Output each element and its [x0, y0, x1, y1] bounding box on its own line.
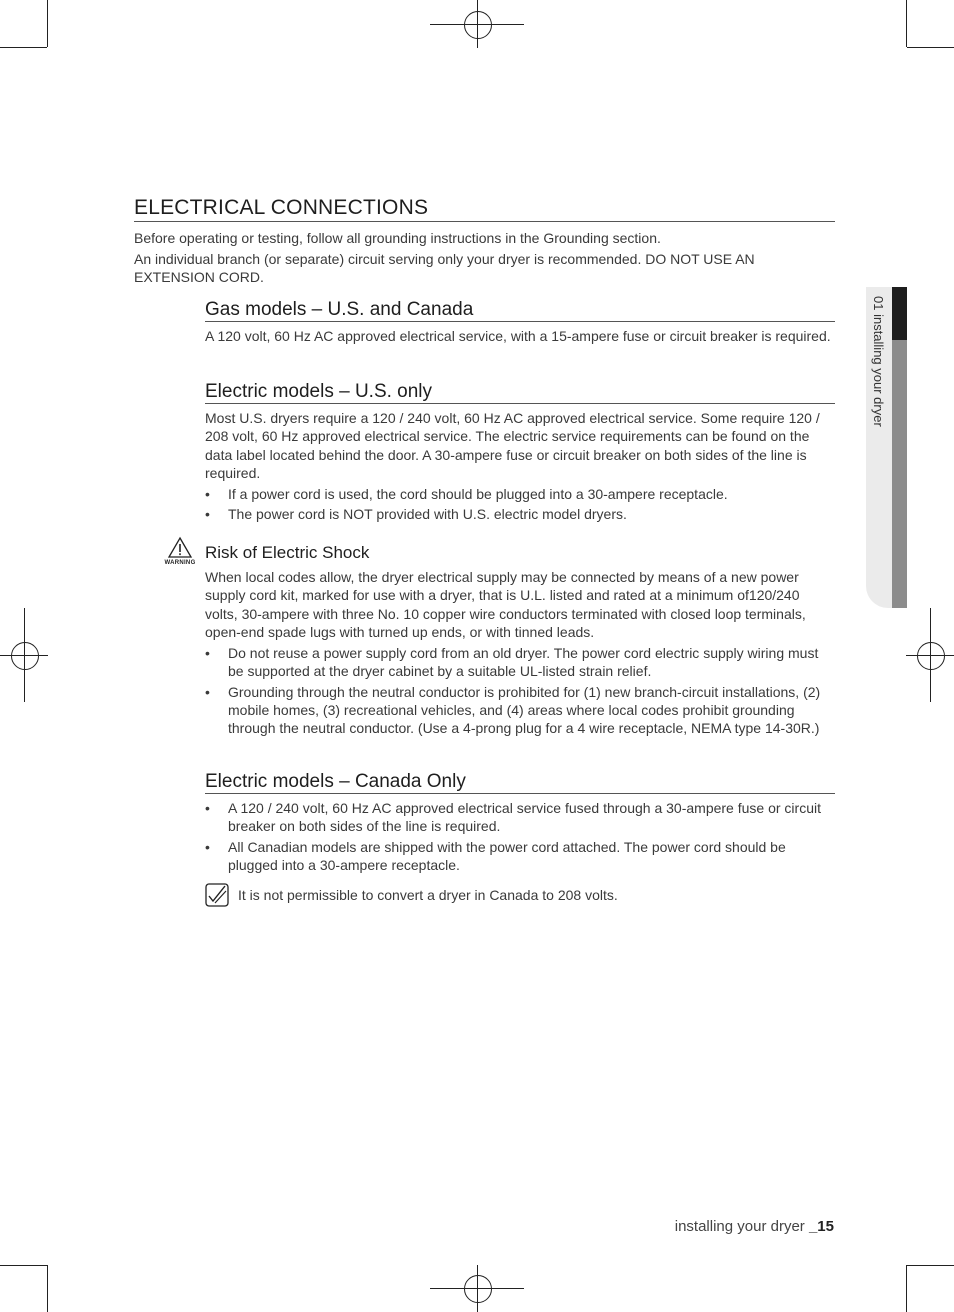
section-heading: Electric models – U.S. only — [205, 380, 835, 404]
list-item: • Do not reuse a power supply cord from an old dryer. The power cord electric supply wiring must be supported at the dryer cabinet by a suitable UL-listed strain relief. — [205, 644, 835, 681]
side-tab-label: 01 installing your dryer — [871, 296, 886, 427]
note-pencil-icon — [205, 883, 229, 907]
note-text: It is not permissible to convert a dryer in Canada to 208 volts. — [238, 887, 618, 903]
page-number: _15 — [808, 1218, 834, 1235]
section-heading: Gas models – U.S. and Canada — [205, 298, 835, 322]
warning-triangle-icon — [160, 536, 200, 570]
side-tab-bar — [892, 340, 907, 608]
intro-text — [134, 229, 834, 289]
bullet-list — [205, 644, 835, 737]
page-footer — [675, 1218, 834, 1235]
section-paragraph: A 120 volt, 60 Hz AC approved electrical service, with a 15-ampere fuse or circuit breaker is required. — [205, 328, 831, 344]
list-item: • All Canadian models are shipped with the power cord attached. The power cord should be plugged into a 30-ampere receptacle. — [205, 838, 835, 875]
section-heading: Risk of Electric Shock — [205, 543, 370, 562]
note — [205, 883, 835, 909]
section-gas-models — [205, 298, 835, 348]
list-item: • If a power cord is used, the cord should be plugged into a 30-ampere receptacle. — [205, 485, 835, 503]
section-electric-us — [205, 380, 835, 526]
section-paragraph: When local codes allow, the dryer electrical supply may be connected by means of a new power supply cord kit, marked for use with a dryer, that is U.L. listed and rated at a minimum of120/240 volts, 30-ampere with three No. 10 copper wire conductors terminated with closed loop terminals, open-end spade lugs with turned up ends, or with tinned leads. — [205, 569, 806, 640]
section-electric-canada — [205, 770, 835, 876]
bullet-list — [205, 799, 835, 874]
section-risk-electric-shock — [205, 541, 835, 740]
page-title: ELECTRICAL CONNECTIONS — [134, 195, 835, 222]
warning-label: WARNING — [164, 560, 196, 566]
side-tab-marker — [892, 287, 907, 340]
list-item: • A 120 / 240 volt, 60 Hz AC approved electrical service fused through a 30-ampere fuse or circuit breaker on both sides of the line is required. — [205, 799, 835, 836]
intro-paragraph: Before operating or testing, follow all grounding instructions in the Grounding section. — [134, 230, 661, 246]
list-item: • The power cord is NOT provided with U.S. electric model dryers. — [205, 505, 835, 523]
section-heading: Electric models – Canada Only — [205, 770, 835, 794]
section-paragraph: Most U.S. dryers require a 120 / 240 volt, 60 Hz AC approved electrical service. Some require 120 / 208 volt, 60 Hz approved electrical service. The electric service requirements can be found on the data label located behind the door. A 30-ampere fuse or circuit breaker on both sides of the line is required. — [205, 410, 820, 481]
intro-paragraph: An individual branch (or separate) circuit serving only your dryer is recommended. DO NOT USE AN EXTENSION CORD. — [134, 251, 755, 285]
footer-label: installing your dryer — [674, 1218, 805, 1235]
list-item: • Grounding through the neutral conductor is prohibited for (1) new branch-circuit installations, (2) mobile homes, (3) recreational vehicles, and (4) areas where local codes prohibit grounding through the neutral conductor. (Use a 4-prong plug for a 4 wire receptacle, NEMA type 14-30R.) — [205, 683, 835, 738]
bullet-list — [205, 485, 835, 524]
